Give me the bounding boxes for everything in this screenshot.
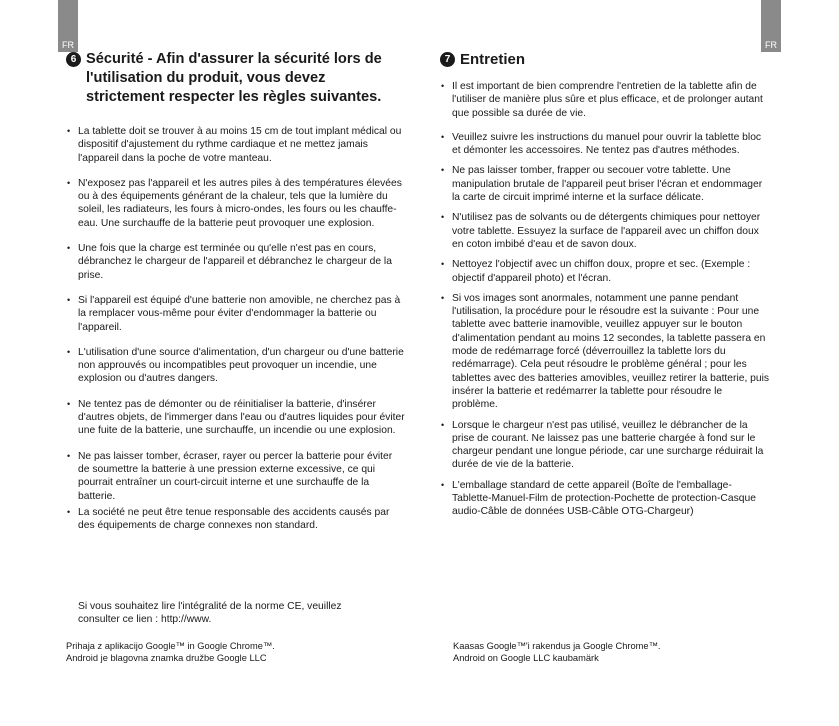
list-item: • La société ne peut être tenue responsable des accidents causés par des équipements de charge connexes non standard. [66,506,406,533]
safety-section [66,50,406,544]
list-item: • Lorsque le chargeur n'est pas utilisé, veuillez le débrancher de la prise de courant. Ne laissez pas une batterie chargée à fond sur le chargeur pendant une longue période, car une surcharge réduirait la durée de vie de la batterie. [440,419,770,472]
list-item: • Nettoyez l'objectif avec un chiffon doux, propre et sec. (Exemple : objectif d'appareil photo) et l'écran. [440,258,770,285]
list-item: • Ne pas laisser tomber, frapper ou secouer votre tablette. Une manipulation brutale de l'appareil peut briser l'écran et endommager la carte de circuit imprimé interne et la surface délicate. [440,164,770,204]
footer-line: Android je blagovna znamka družbe Google LLC [66,653,267,663]
language-tab-label: FR [62,40,74,50]
language-tab-left [58,0,78,52]
footer-line: Kaasas Google™'i rakendus ja Google Chrome™. [453,641,661,651]
section-number-badge: 6 [66,52,81,67]
footer-left [66,640,366,664]
footer-right [453,640,753,664]
ce-notice [78,600,398,627]
maintenance-heading [440,50,770,69]
list-item: • Si l'appareil est équipé d'une batterie non amovible, ne cherchez pas à la remplacer vous-même pour éviter d'endommager la batterie ou l'appareil. [66,294,406,334]
maintenance-section [440,50,770,526]
safety-title: Sécurité - Afin d'assurer la sécurité lors de l'utilisation du produit, vous devez strictement respecter les règles suivantes. [86,51,382,105]
list-item: • Ne tentez pas de démonter ou de réinitialiser la batterie, d'insérer d'autres objets, de l'immerger dans l'eau ou d'autres liquides pour éviter une fuite de la batterie, une surchauffe, un incendie ou une explosion. [66,398,406,438]
list-item: • Veuillez suivre les instructions du manuel pour ouvrir la tablette bloc et démonter les accessoires. Ne tentez pas d'autres méthodes. [440,131,770,158]
list-item: • L'emballage standard de cette appareil (Boîte de l'emballage-Tablette-Manuel-Film de protection-Pochette de protection-Casque audio-Câble de données USB-Câble OTG-Chargeur) [440,479,770,519]
footer-line: Android on Google LLC kaubamärk [453,653,599,663]
safety-list [66,125,406,532]
section-number-badge: 7 [440,52,455,67]
list-item: • La tablette doit se trouver à au moins 15 cm de tout implant médical ou dispositif d'ajustement du rythme cardiaque et ne mettez jamais l'appareil dans la poche de votre manteau. [66,125,406,165]
list-item: • N'utilisez pas de solvants ou de détergents chimiques pour nettoyer votre tablette. Essuyez la surface de l'appareil avec un chiffon doux en coton imbibé d'eau et de savon doux. [440,211,770,251]
language-tab-label: FR [765,40,777,50]
maintenance-list [440,80,770,519]
footer-line: Prihaja z aplikacijo Google™ in Google Chrome™. [66,641,275,651]
list-item: • Ne pas laisser tomber, écraser, rayer ou percer la batterie pour éviter de soumettre la batterie à une pression externe excessive, ce qui pourrait entraîner un court-circuit interne et une surchauffe de la batterie. [66,450,406,503]
list-item: • Une fois que la charge est terminée ou qu'elle n'est pas en cours, débranchez le chargeur de l'appareil et débranchez le chargeur de la prise. [66,242,406,282]
list-item: • N'exposez pas l'appareil et les autres piles à des températures élevées ou à des équipements générant de la chaleur, tels que la lumière du soleil, les radiateurs, les fours à micro-ondes, les fours ou les chauffe-eau. Une surchauffe de la batterie peut provoquer une explosion. [66,177,406,230]
list-item: • Si vos images sont anormales, notamment une panne pendant l'utilisation, la procédure pour le résoudre est la suivante : Pour une tablette avec batterie inamovible, veuillez appuyer sur le bouton d'alimentation pendant au moins 12 secondes, la tablette passera en mode de redémarrage forcé (déverrouillez la tablette lors du redémarrage). Cela peut résoudre le problème général ; pour les tablettes avec des batteries amovibles, veuillez retirer la batterie, puis insérer la batterie et redémarrer la tablette pour résoudre le problème. [440,292,770,412]
maintenance-title: Entretien [460,51,526,68]
ce-notice-line: Si vous souhaitez lire l'intégralité de la norme CE, veuillez [78,601,342,612]
list-item: • Il est important de bien comprendre l'entretien de la tablette afin de l'utiliser de manière plus sûre et plus efficace, et de prolonger autant que possible sa durée de vie. [440,80,770,120]
safety-heading [66,50,406,107]
ce-notice-line: consulter ce lien : http://www. [78,614,212,626]
list-item: • L'utilisation d'une source d'alimentation, d'un chargeur ou d'une batterie non approuvés ou incompatibles peut provoquer un incendie, une explosion ou d'autres dangers. [66,346,406,386]
language-tab-right [761,0,781,52]
